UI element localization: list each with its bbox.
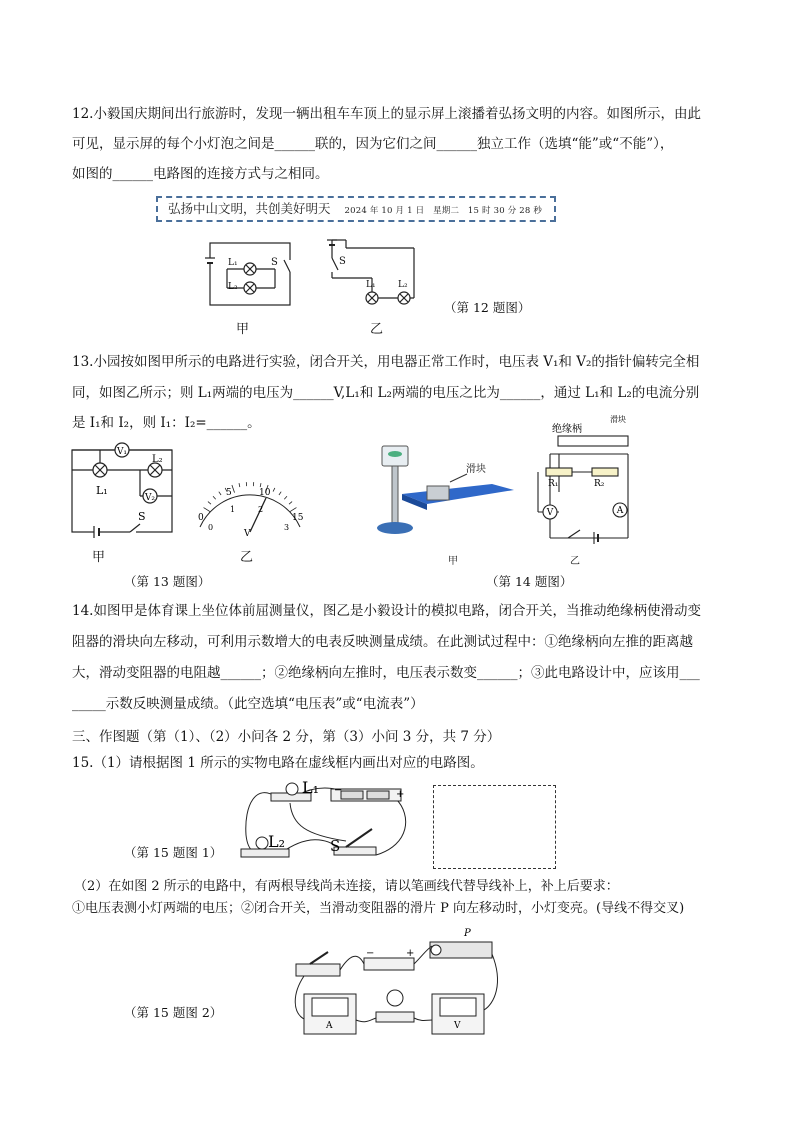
dial-tick-15: 15	[292, 513, 304, 523]
dial-tick-mark	[279, 492, 281, 495]
q13-label-jia: 甲	[92, 550, 106, 565]
banner-text: 弘扬中山文明，共创美好明天	[168, 201, 331, 216]
q12-jia-l2: L₂	[228, 282, 238, 292]
dial-tick-mark	[239, 483, 240, 487]
q12-line-3: 如图的______电路图的连接方式与之相同。	[72, 166, 329, 182]
q15-part-2-line-2: ①电压表测小灯两端的电压；②闭合开关，当滑动变阻器的滑片 P 向左移动时，小灯变亮。(导线不得交叉)	[72, 901, 685, 916]
q14-line-1: 14.如图甲是体育课上坐位体前屈测量仪，图乙是小毅设计的模拟电路，闭合开关，当推动绝缘柄使滑动变	[72, 603, 701, 619]
answer-box[interactable]	[433, 785, 556, 869]
dial-tick-mark	[284, 496, 287, 499]
dial-tick-10: 10	[259, 488, 271, 498]
q14-r1: R₁	[548, 479, 559, 489]
q14-line-2: 阻器的滑块向左移动，可利用示数增大的电表反映测量成绩。在此测试过程中：①绝缘柄向左推的距离越	[72, 634, 693, 650]
dial-inner-1: 1	[230, 505, 236, 514]
q12-yi-l1: L₁	[366, 280, 376, 290]
svg-text:−: −	[334, 785, 343, 796]
q12-yi-s: S	[339, 256, 346, 267]
q12-label-yi: 乙	[370, 322, 384, 337]
q15-s: S	[330, 837, 341, 855]
q13-line-3: 是 I₁和 I₂，则 I₁：I₂=______。	[72, 415, 261, 431]
svg-text:+: +	[406, 948, 415, 959]
q15-part-2-line-1: （2）在如图 2 所示的电路中，有两根导线尚未连接，请以笔画线代替导线补上，补上后要求：	[74, 879, 619, 894]
q14-r2: R₂	[594, 479, 605, 489]
dial-inner-3: 3	[284, 523, 290, 532]
q15-l2: L₂	[268, 832, 286, 851]
dial-inner-2: 2	[258, 505, 264, 514]
q13-voltmeter-dial	[190, 482, 310, 542]
q13-caption: （第 13 题图）	[124, 574, 211, 589]
q13-s: S	[138, 510, 146, 523]
q13-line-1: 13.小园按如图甲所示的电路进行实验，闭合开关，用电器正常工作时，电压表 V₁和 V₂的指针偏转完全相	[72, 354, 700, 370]
display-banner	[156, 196, 556, 222]
svg-text:V: V	[546, 508, 554, 518]
q14-caption: （第 14 题图）	[486, 574, 573, 589]
q13-v2: V₂	[144, 493, 156, 503]
dial-tick-mark	[290, 508, 297, 512]
dial-tick-mark	[289, 502, 292, 505]
q12-label-jia: 甲	[236, 322, 250, 337]
q14-slider-label: 滑块	[466, 464, 486, 475]
dial-tick-5: 5	[226, 488, 232, 498]
svg-text:−: −	[366, 948, 375, 959]
q14-slider-label-2: 滑块	[610, 415, 626, 424]
dial-inner-0: 0	[208, 523, 214, 532]
dial-tick-mark	[260, 483, 261, 487]
dial-tick-mark	[273, 488, 275, 492]
q14-line-4: _____示数反映测量成绩。（此空选填“电压表”或“电流表”）	[72, 696, 424, 712]
dial-tick-mark	[219, 492, 221, 495]
q12-line-1: 12.小毅国庆期间出行旅游时，发现一辆出租车车顶上的显示屏上滚播着弘扬文明的内容。如图所示，由此	[72, 106, 701, 122]
q12-caption: （第 12 题图）	[444, 300, 531, 315]
q15-p: P	[464, 928, 471, 939]
svg-text:A: A	[616, 506, 624, 516]
q15-figure-2	[284, 924, 504, 1044]
dial-tick-0: 0	[198, 513, 204, 523]
q12-jia-s: S	[271, 257, 278, 268]
q15-caption-1: （第 15 题图 1）	[124, 845, 223, 860]
q13-l1: L₁	[96, 484, 108, 497]
q14-label-jia: 甲	[448, 556, 458, 567]
q14-device-jia	[372, 440, 517, 540]
q15-v: V	[454, 1021, 461, 1031]
q15-caption-2: （第 15 题图 2）	[124, 1005, 223, 1020]
q13-line-2: 同，如图乙所示；则 L₁两端的电压为______V,L₁和 L₂两端的电压之比为______，通过 L₁和 L₂的电流分别	[72, 385, 700, 401]
q14-handle-label: 绝缘柄	[552, 424, 582, 435]
q15-a: A	[326, 1021, 333, 1031]
q12-yi-l2: L₂	[398, 280, 408, 290]
dial-tick-mark	[208, 502, 211, 505]
q15-l1: L₁	[302, 778, 320, 797]
q14-label-yi: 乙	[570, 556, 580, 567]
dial-tick-mark	[232, 485, 235, 493]
q15-part-1: 15.（1）请根据图 1 所示的实物电路在虚线框内画出对应的电路图。	[72, 755, 484, 771]
q15-figure-1	[236, 775, 416, 867]
q13-label-yi: 乙	[240, 550, 254, 565]
banner-time: 2024 年 10 月 1 日 星期二 15 时 30 分 28 秒	[344, 206, 543, 216]
q14-circuit-yi	[528, 415, 648, 550]
q13-v1: V₁	[116, 447, 128, 457]
dial-tick-mark	[213, 496, 216, 499]
dial-unit: V	[244, 529, 251, 539]
q12-line-2: 可见，显示屏的每个小灯泡之间是______联的，因为它们之间______独立工作（选填“能”或“不能”），	[72, 136, 674, 152]
q12-circuit-yi	[324, 238, 424, 313]
q12-circuit-jia	[205, 238, 295, 313]
section-3-heading: 三、作图题（第（1）、（2）小问各 2 分，第（3）小问 3 分，共 7 分）	[72, 729, 501, 745]
q12-jia-l1: L₁	[228, 258, 238, 268]
q13-circuit-jia	[70, 438, 180, 538]
q13-l2: L₂	[152, 454, 163, 465]
q14-line-3: 大，滑动变阻器的电阻越______；②绝缘柄向左推时，电压表示数变______；③此电路设计中，应该用___	[72, 665, 700, 681]
dial-tick-mark	[204, 508, 211, 512]
svg-text:+: +	[396, 789, 405, 800]
